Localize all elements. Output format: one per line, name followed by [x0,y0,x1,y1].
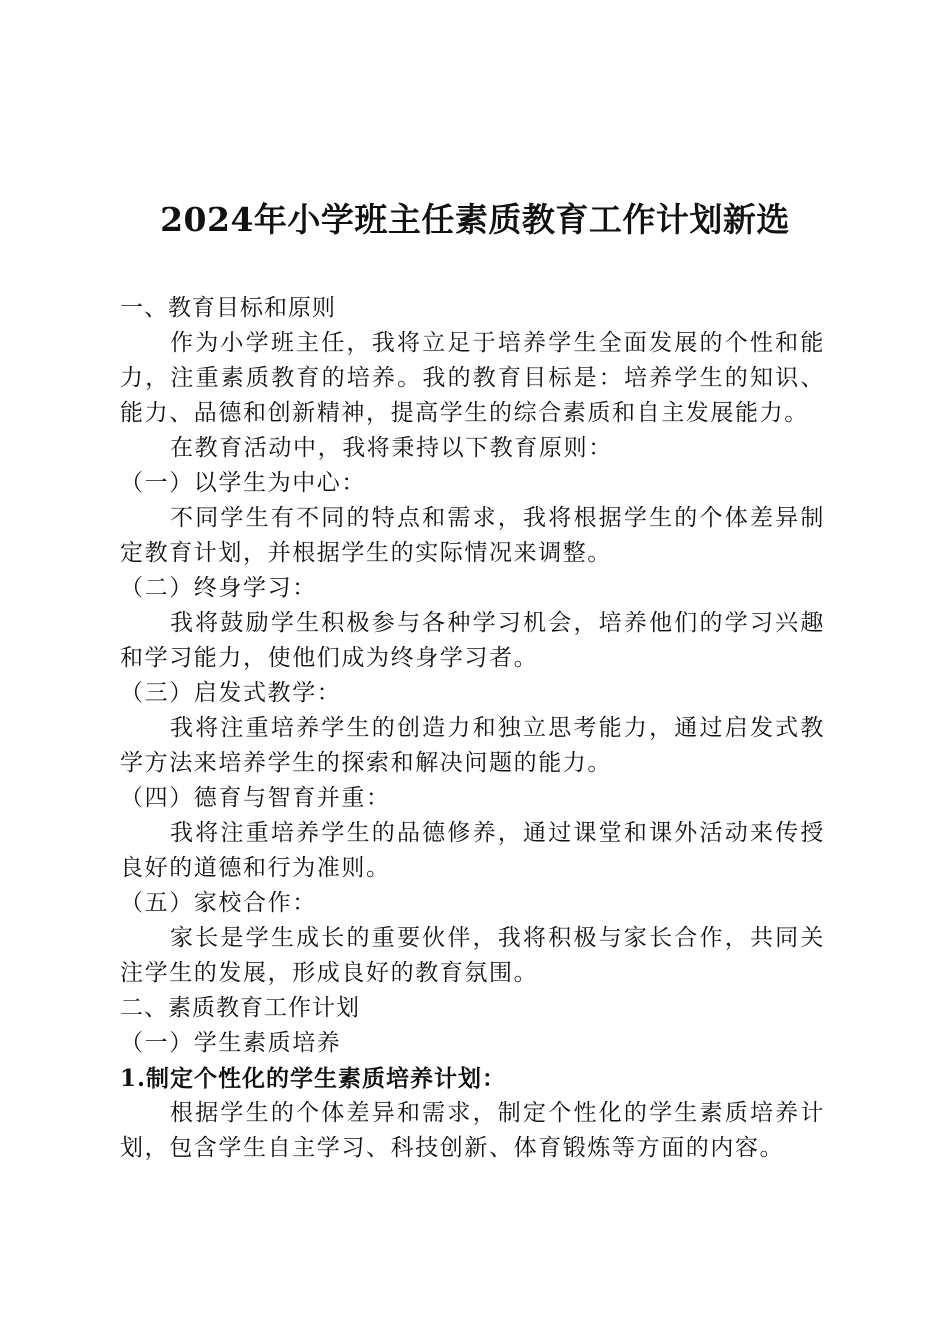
paragraph: 根据学生的个体差异和需求，制定个性化的学生素质培养计划，包含学生自主学习、科技创新、体育锻炼等方面的内容。 [120,1100,825,1161]
subheading-1: （一）以学生为中心： [120,470,366,496]
document-body [120,291,825,1166]
paragraph: 我将注重培养学生的品德修养，通过课堂和课外活动来传授良好的道德和行为准则。 [120,820,825,881]
subheading-4: （四）德育与智育并重： [120,785,391,811]
paragraph: 在教育活动中，我将秉持以下教育原则： [170,435,613,461]
subheading-3: （三）启发式教学： [120,680,342,706]
paragraph: 作为小学班主任，我将立足于培养学生全面发展的个性和能力，注重素质教育的培养。我的教育目标是：培养学生的知识、能力、品德和创新精神，提高学生的综合素质和自主发展能力。 [120,330,825,426]
section-heading-1: 一、教育目标和原则 [120,295,336,321]
subheading-5: （五）家校合作： [120,890,317,916]
subheading-student-quality: （一）学生素质培养 [120,1030,342,1056]
numbered-heading-1: 1.制定个性化的学生素质培养计划： [120,1065,507,1092]
subheading-2: （二）终身学习： [120,575,317,601]
paragraph: 家长是学生成长的重要伙伴，我将积极与家长合作，共同关注学生的发展，形成良好的教育氛围。 [120,925,825,986]
paragraph: 不同学生有不同的特点和需求，我将根据学生的个体差异制定教育计划，并根据学生的实际情况来调整。 [120,505,825,566]
section-heading-2: 二、素质教育工作计划 [120,995,360,1021]
paragraph: 我将注重培养学生的创造力和独立思考能力，通过启发式教学方法来培养学生的探索和解决问题的能力。 [120,715,825,776]
paragraph: 我将鼓励学生积极参与各种学习机会，培养他们的学习兴趣和学习能力，使他们成为终身学习者。 [120,610,825,671]
document-title: 2024年小学班主任素质教育工作计划新选 [160,200,790,239]
